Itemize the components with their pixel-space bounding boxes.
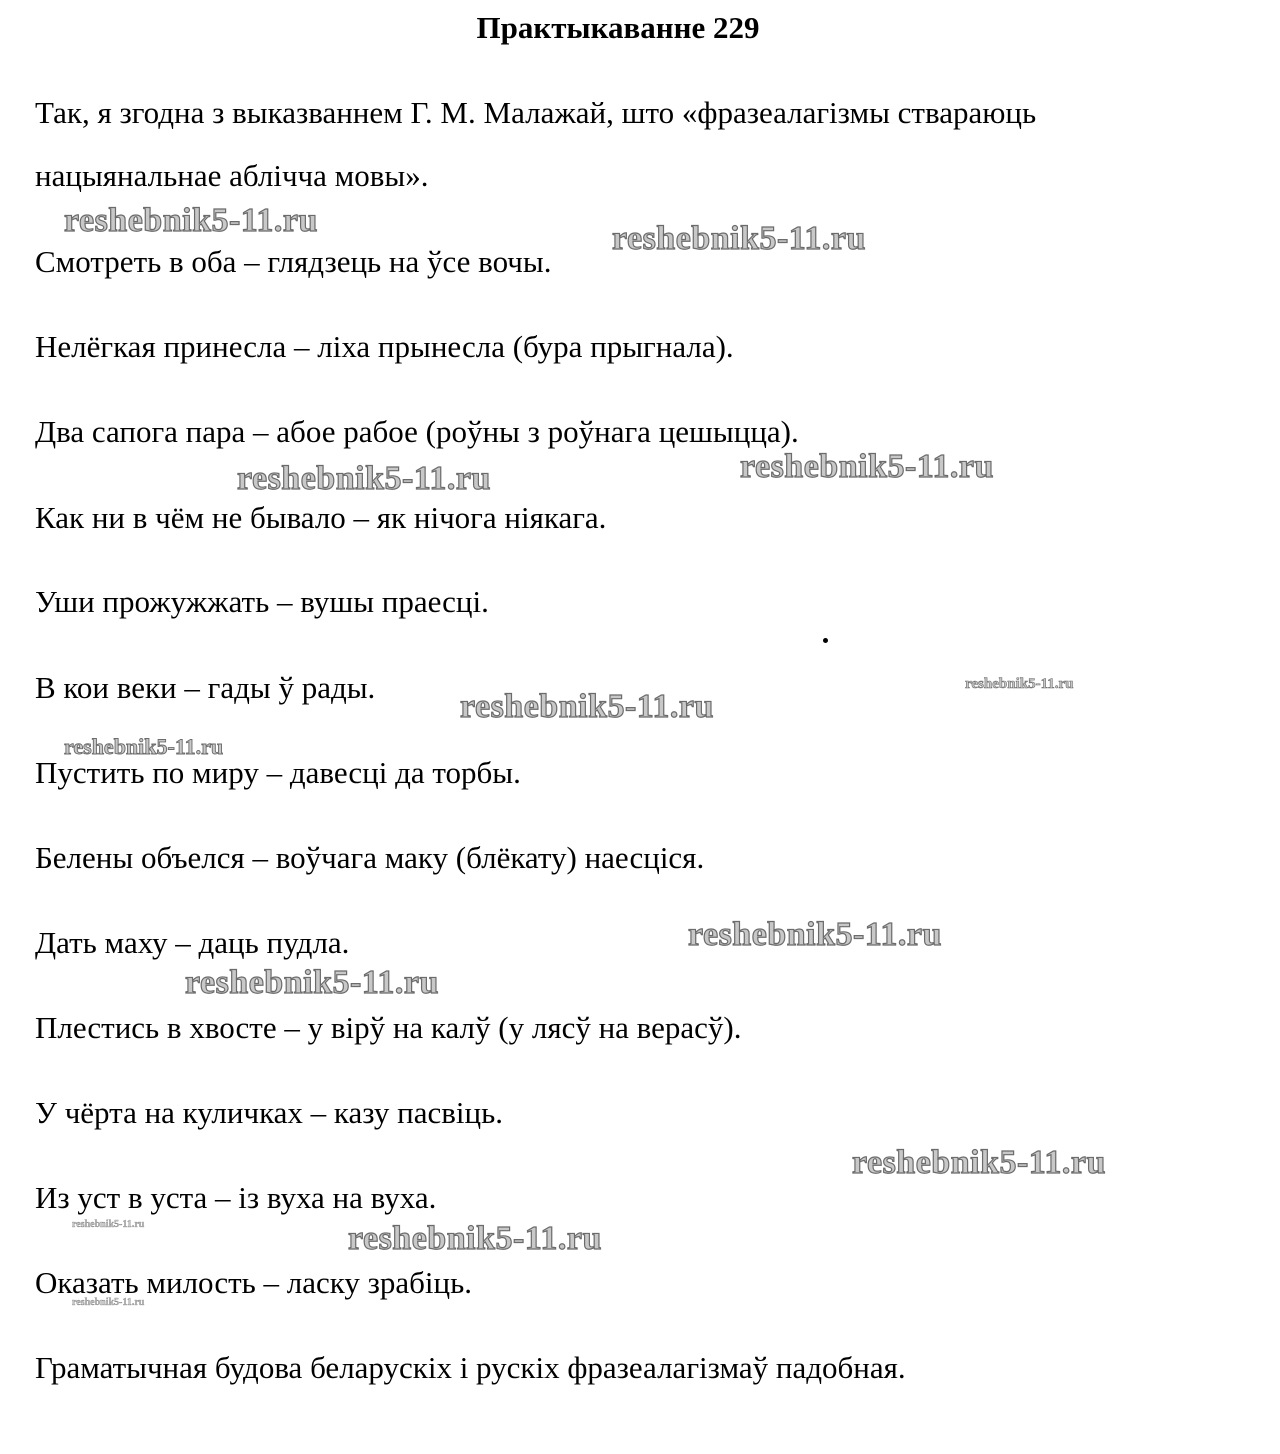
watermark: reshebnik5-11.ru <box>185 964 439 1001</box>
watermark: reshebnik5-11.ru <box>852 1144 1106 1181</box>
phrase-pair: Смотреть в оба – глядзець на ўсе вочы. <box>35 244 552 279</box>
watermark: reshebnik5-11.ru <box>64 202 318 239</box>
phrase-pair: У чёрта на куличках – казу пасвіць. <box>35 1095 503 1130</box>
phrase-pair: В кои веки – гады ў рады. <box>35 670 376 705</box>
watermark: reshebnik5-11.ru <box>460 688 714 725</box>
watermark: reshebnik5-11.ru <box>72 1219 145 1230</box>
watermark: reshebnik5-11.ru <box>237 460 491 497</box>
conclusion: Граматычная будова беларускіх і рускіх фразеалагізмаў падобная. <box>35 1350 906 1385</box>
phrase-pair: Два сапога пара – абое рабое (роўны з роўнага цешыцца). <box>35 414 799 449</box>
phrase-pair: Оказать милость – ласку зрабіць. <box>35 1265 472 1300</box>
phrase-pair: Как ни в чём не бывало – як нічога ніякага. <box>35 500 607 535</box>
phrase-pair: Белены объелся – воўчага маку (блёкату) наесціся. <box>35 840 705 875</box>
watermark: reshebnik5-11.ru <box>348 1220 602 1257</box>
watermark: reshebnik5-11.ru <box>965 676 1074 692</box>
watermark: reshebnik5-11.ru <box>688 916 942 953</box>
page-title: Практыкаванне 229 <box>476 10 760 45</box>
phrase-pair: Уши прожужжать – вушы праесці. <box>35 584 489 619</box>
phrase-pair: Плестись в хвосте – у вірў на калў (у лясў на верасў). <box>35 1010 742 1045</box>
watermark: reshebnik5-11.ru <box>72 1297 145 1308</box>
phrase-pair: Нелёгкая принесла – ліха прынесла (бура прыгнала). <box>35 329 734 364</box>
phrase-pair: Пустить по миру – давесці да торбы. <box>35 755 521 790</box>
intro-line-1: Так, я згодна з выказваннем Г. М. Малажай, што «фразеалагізмы ствараюць <box>35 95 1037 130</box>
phrase-pair: Из уст в уста – із вуха на вуха. <box>35 1180 437 1215</box>
intro-line-2: нацыянальнае аблічча мовы». <box>35 158 429 193</box>
phrase-pair: Дать маху – даць пудла. <box>35 925 350 960</box>
watermark: reshebnik5-11.ru <box>64 734 224 759</box>
watermark: reshebnik5-11.ru <box>740 448 994 485</box>
watermark: reshebnik5-11.ru <box>612 220 866 257</box>
stray-dot <box>823 638 828 643</box>
